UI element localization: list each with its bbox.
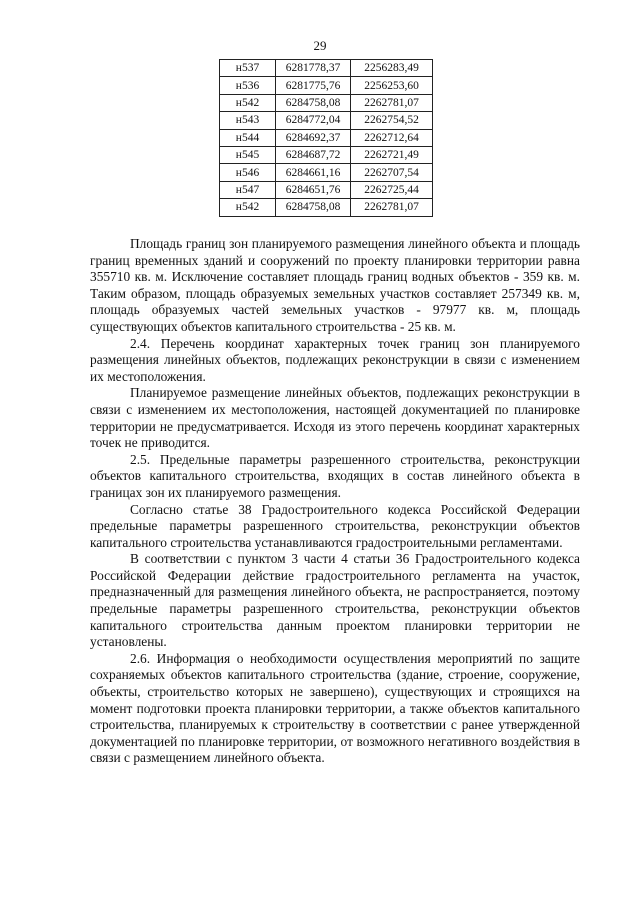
y-coordinate-cell: 2256283,49 [351,60,433,77]
paragraph-area-summary: Площадь границ зон планируемого размещения линейного объекта и площадь границ временных зданий и сооружений по проекту планировки территории равна 355710 кв. м. Исключение составляет площадь границ водных объектов - 359 кв. м. Таким образом, площадь образуемых земельных участков составляет 257349 кв. м, площадь образуемых частей земельных участков - 97977 кв. м, площадь существующих объектов капитального строительства - 25 кв. м. [90,236,580,334]
paragraph-section-2-5: 2.5. Предельные параметры разрешенного строительства, реконструкции объектов капитального строительства, входящих в состав линейного объекта в границах зон их планируемого размещения. [90,451,580,500]
paragraph-article-38: Согласно статье 38 Градостроительного кодекса Российской Федерации предельные параметры разрешенного строительства, реконструкции объектов капитального строительства устанавливаются градостроительными регламентами. [90,501,580,550]
table-row [220,112,433,129]
x-coordinate-cell: 6284758,08 [276,94,351,111]
y-coordinate-cell: 2262707,54 [351,164,433,181]
table-row [220,199,433,216]
x-coordinate-cell: 6284687,72 [276,146,351,163]
point-name-cell: н537 [220,60,276,77]
x-coordinate-cell: 6284651,76 [276,181,351,198]
point-name-cell: н542 [220,94,276,111]
point-name-cell: н545 [220,146,276,163]
y-coordinate-cell: 2262781,07 [351,94,433,111]
coordinates-table [219,59,433,217]
table-row [220,181,433,198]
paragraph-article-36: В соответствии с пунктом 3 части 4 статьи 36 Градостроительного кодекса Российской Федерации действие градостроительного регламента на участок, предназначенный для размещения линейного объекта, не распространяется, поэтому предельные параметры разрешенного строительства, реконструкции объектов капитального строительства данным проектом планировки территории не установлены. [90,551,580,650]
point-name-cell: н547 [220,181,276,198]
x-coordinate-cell: 6284772,04 [276,112,351,129]
y-coordinate-cell: 2262754,52 [351,112,433,129]
x-coordinate-cell: 6284661,16 [276,164,351,181]
y-coordinate-cell: 2256253,60 [351,77,433,94]
point-name-cell: н544 [220,129,276,146]
x-coordinate-cell: 6284692,37 [276,129,351,146]
table-row [220,77,433,94]
paragraph-section-2-4: 2.4. Перечень координат характерных точек границ зон планируемого размещения линейных объектов, подлежащих реконструкции в связи с изменением их местоположения. [90,335,580,384]
x-coordinate-cell: 6284758,08 [276,199,351,216]
y-coordinate-cell: 2262712,64 [351,129,433,146]
point-name-cell: н542 [220,199,276,216]
table-row [220,94,433,111]
y-coordinate-cell: 2262781,07 [351,199,433,216]
table-row [220,129,433,146]
point-name-cell: н536 [220,77,276,94]
y-coordinate-cell: 2262721,49 [351,146,433,163]
table-row [220,60,433,77]
paragraph-relocation-note: Планируемое размещение линейных объектов, подлежащих реконструкции в связи с изменением их местоположения, настоящей документацией по планировке территории не предусматривается. Исходя из этого перечень координат характерных точек не приводится. [90,385,580,451]
body-text [90,236,580,767]
y-coordinate-cell: 2262725,44 [351,181,433,198]
table-row [220,146,433,163]
page-number: 29 [313,38,327,53]
table-row [220,164,433,181]
point-name-cell: н546 [220,164,276,181]
paragraph-section-2-6: 2.6. Информация о необходимости осуществления мероприятий по защите сохраняемых объектов капитального строительства (здание, строение, сооружение, объекты, строительство которых не завершено), существующих и строящихся на момент подготовки проекта планировки территории, а также объектов капитального строительства, планируемых к строительству в соответствии с ранее утвержденной документацией по планировке территории, от возможного негативного воздействия в связи с размещением линейного объекта. [90,650,580,766]
point-name-cell: н543 [220,112,276,129]
x-coordinate-cell: 6281778,37 [276,60,351,77]
x-coordinate-cell: 6281775,76 [276,77,351,94]
